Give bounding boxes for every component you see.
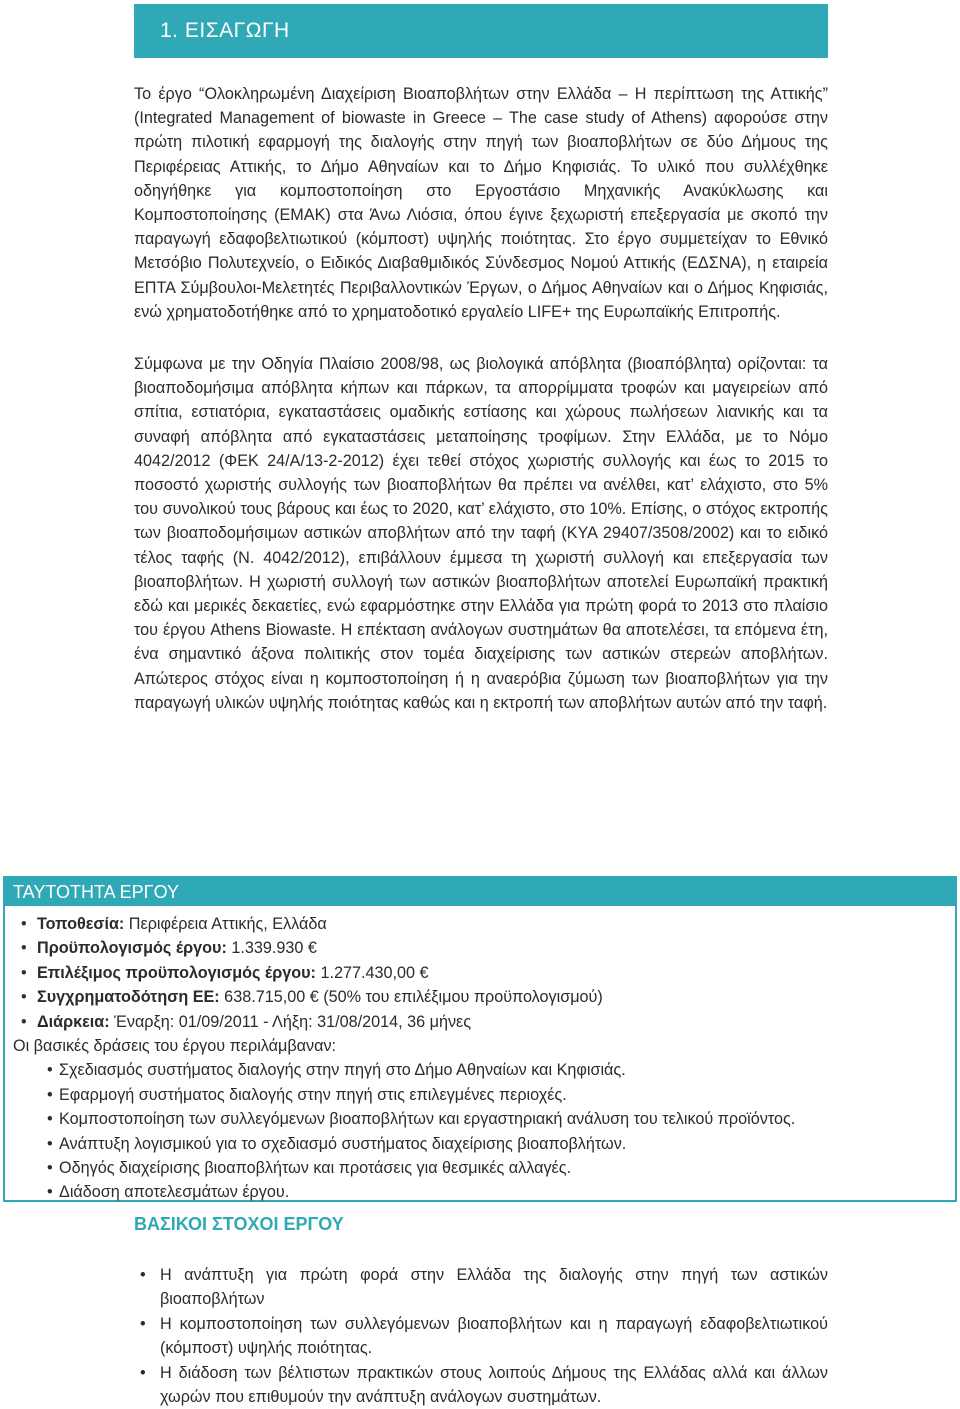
- fact-label: Επιλέξιμος προϋπολογισμός έργου:: [37, 963, 316, 982]
- fact-value: Έναρξη: 01/09/2011 - Λήξη: 31/08/2014, 36 μήνες: [109, 1012, 472, 1031]
- goal-item: • Η κομποστοποίηση των συλλεγόμενων βιοαποβλήτων και η παραγωγή εδαφοβελτιωτικού (κόμποστ) υψηλής ποιότητας.: [134, 1312, 828, 1361]
- project-facts-list: [5, 912, 955, 1034]
- goal-item: • Η ανάπτυξη για πρώτη φορά στην Ελλάδα της διαλογής στην πηγή των αστικών βιοαποβλήτων: [134, 1263, 828, 1312]
- fact-value: 638.715,00 € (50% του επιλέξιμου προϋπολογισμού): [219, 988, 603, 1007]
- goal-item: • Η διάδοση των βέλτιστων πρακτικών στους λοιπούς Δήμους της Ελλάδας αλλά και άλλων χωρών που επιθυμούν την ανάπτυξη ανάλογων συστημάτων.: [134, 1361, 828, 1409]
- fact-item: [21, 961, 955, 985]
- action-item: • Διάδοση αποτελεσμάτων έργου.: [47, 1180, 955, 1204]
- fact-value: Περιφέρεια Αττικής, Ελλάδα: [124, 915, 327, 933]
- action-item: • Κομποστοποίηση των συλλεγόμενων βιοαποβλήτων και εργαστηριακή ανάλυση του τελικού προϊόντος.: [47, 1107, 955, 1131]
- intro-text: [134, 82, 828, 743]
- fact-label: Διάρκεια:: [37, 1012, 110, 1031]
- action-item: • Οδηγός διαχείρισης βιοαποβλήτων και προτάσεις για θεσμικές αλλαγές.: [47, 1156, 955, 1180]
- section-title-bar: [134, 4, 828, 58]
- fact-label: Προϋπολογισμός έργου:: [37, 939, 227, 958]
- fact-item: [21, 1010, 955, 1034]
- intro-paragraph: Σύμφωνα με την Οδηγία Πλαίσιο 2008/98, ως βιολογικά απόβλητα (βιοαπόβλητα) ορίζονται: τα βιοαποδομήσιμα απόβλητα κήπων και πάρκων, τα απορρίμματα τροφών και μαγειρείων από σπίτια, εστιατόρια, εγκαταστάσεις ομαδικής εστίασης και χώρους πωλήσεων λιανικής και τα συναφή απόβλητα από εγκαταστάσεις μεταποίησης τροφίμων. Στην Ελλάδα, με το Νόμο 4042/2012 (ΦΕΚ 24/Α/13-2-2012) έχει τεθεί στόχος χωριστής συλλογής και έως το 2015 το ποσοστό χωριστής συλλογής των βιοαποβλήτων θα πρέπει να ανέλθει, κατ’ ελάχιστο, στο 5% του συνολικού τους βάρους και έως το 2020, κατ’ ελάχιστο, στο 10%. Επίσης, ο στόχος εκτροπής των βιοαποδομήσιμων αστικών αποβλήτων από την ταφή (ΚΥΑ 29407/3508/2002) και το ειδικό τέλος ταφής (Ν. 4042/2012), επιβάλλουν έμμεσα τη χωριστή συλλογή και επεξεργασία των βιοαποβλήτων. Η χωριστή συλλογή των αστικών βιοαποβλήτων αποτελεί Ευρωπαϊκή πρακτική εδώ και μερικές δεκαετίες, ενώ εφαρμόστηκε στην Ελλάδα για πρώτη φορά το 2013 στο πλαίσιο του έργου Athens Biowaste. Η επέκταση ανάλογων συστημάτων θα αποτελέσει, τα επόμενα έτη, ένα σημαντικό άξονα πολιτικής στον τομέα διαχείρισης των αστικών στερεών αποβλήτων. Απώτερος στόχος είναι η κομποστοποίηση ή η αναερόβια ζύμωση των βιοαποβλήτων για την παραγωγή υλικών υψηλής ποιότητας καθώς και η εκτροπή των αποβλήτων αυτών από την ταφή.: [134, 355, 828, 712]
- action-item: • Εφαρμογή συστήματος διαλογής στην πηγή στις επιλεγμένες περιοχές.: [47, 1083, 955, 1107]
- actions-intro: Οι βασικές δράσεις του έργου περιλάμβαναν:: [13, 1037, 337, 1056]
- fact-label: Συγχρηματοδότηση ΕΕ:: [37, 988, 220, 1007]
- goals-list: [134, 1263, 828, 1409]
- action-item: • Σχεδιασμός συστήματος διαλογής στην πηγή στο Δήμο Αθηναίων και Κηφισιάς.: [47, 1058, 955, 1082]
- section-title: 1. ΕΙΣΑΓΩΓΗ: [160, 19, 290, 42]
- project-identity-title: ΤΑΥΤΟΤΗΤΑ ΕΡΓΟΥ: [5, 878, 955, 906]
- fact-label: Τοποθεσία:: [37, 915, 125, 933]
- fact-item: [21, 936, 955, 960]
- fact-value: 1.277.430,00 €: [315, 963, 429, 982]
- fact-item: [21, 912, 955, 936]
- action-item: • Ανάπτυξη λογισμικού για το σχεδιασμό συστήματος διαχείρισης βιοαποβλήτων.: [47, 1132, 955, 1156]
- project-identity-box: [3, 876, 957, 1202]
- fact-value: 1.339.930 €: [226, 939, 317, 958]
- intro-paragraph: Το έργο “Ολοκληρωμένη Διαχείριση Βιοαποβλήτων στην Ελλάδα – Η περίπτωση της Αττικής” (Integrated Management of biowaste in Greece – The case study of Athens) αφορούσε στην πρώτη πιλοτική εφαρμογή της διαλογής στην πηγή των βιοαποβλήτων σε δύο Δήμους της Περιφέρειας Αττικής, το Δήμο Αθηναίων και το Δήμο Κηφισιάς. Το υλικό που συλλέχθηκε οδηγήθηκε για κομποστοποίηση στο Εργοστάσιο Μηχανικής Ανακύκλωσης και Κομποστοποίησης (ΕΜΑΚ) στα Άνω Λιόσια, όπου έγινε ξεχωριστή επεξεργασία με σκοπό την παραγωγή εδαφοβελτιωτικού (κόμποστ) υψηλής ποιότητας. Στο έργο συμμετείχαν το Εθνικό Μετσόβιο Πολυτεχνείο, ο Ειδικός Διαβαθμιδικός Σύνδεσμος Νομού Αττικής (ΕΔΣΝΑ), η εταιρεία ΕΠΤΑ Σύμβουλοι-Μελετητές Περιβαλλοντικών Έργων, ο Δήμος Αθηναίων και ο Δήμος Κηφισιάς, ενώ χρηματοδοτήθηκε από το χρηματοδοτικό εργαλείο LIFE+ της Ευρωπαϊκής Επιτροπής.: [134, 85, 828, 321]
- goals-title: ΒΑΣΙΚΟΙ ΣΤΟΧΟΙ ΕΡΓΟΥ: [134, 1214, 344, 1234]
- fact-item: [21, 985, 955, 1009]
- actions-list: [5, 1058, 955, 1204]
